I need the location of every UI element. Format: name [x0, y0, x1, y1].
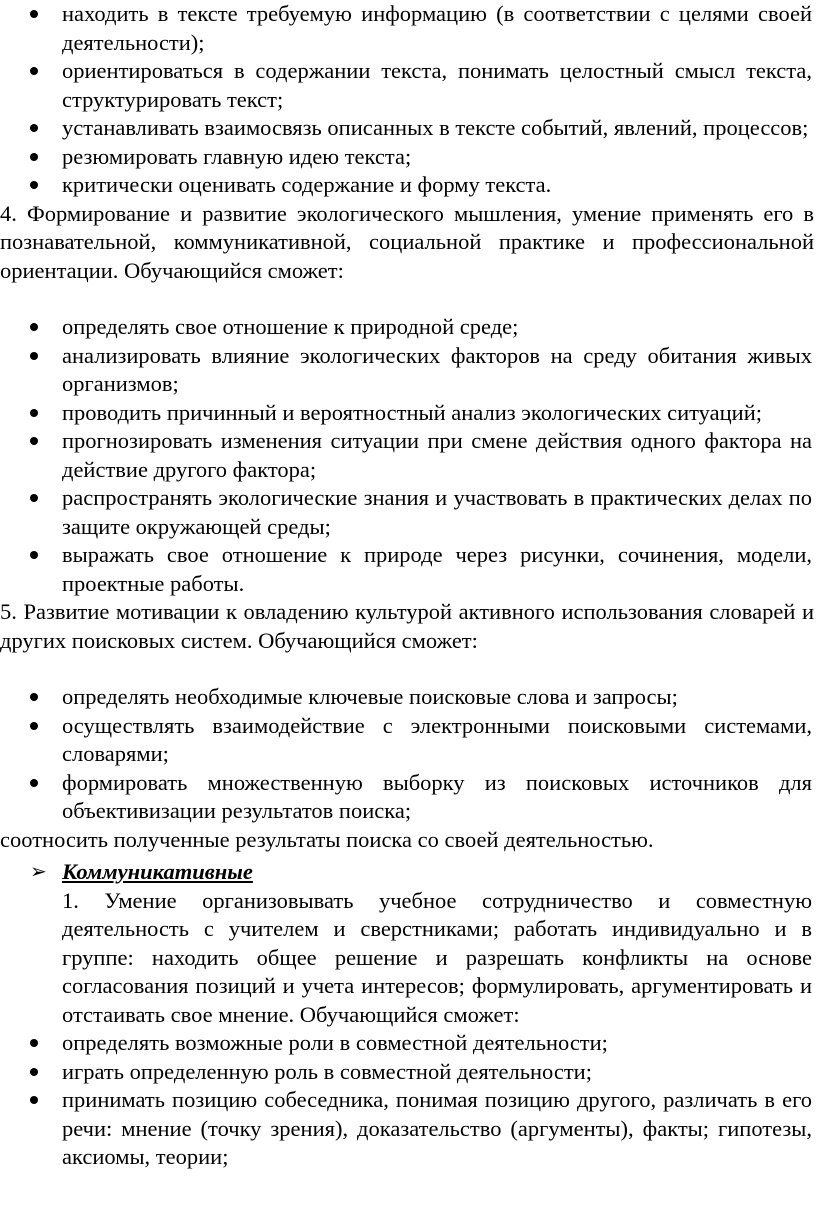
paragraph-cooperation: 1. Умение организовывать учебное сотрудничество и совместную деятельность с учителем и сверстниками; работать индивидуально и в группе: находить общее решение и разрешать конфликты на основе согласования позиций и учета интересов; формулировать, аргументировать и отстаивать свое мнение. Обучающийся сможет: — [62, 887, 812, 1027]
list-item: распространять экологические знания и участвовать в практических делах по защите окружающей среды; — [0, 484, 816, 541]
bullet-icon — [30, 779, 38, 787]
section-heading-communicative — [0, 858, 816, 887]
paragraph-search-results: соотносить полученные результаты поиска со своей деятельностью. — [0, 826, 654, 852]
bullet-icon — [30, 1096, 38, 1104]
list-item: анализировать влияние экологических факторов на среду обитания живых организмов; — [0, 342, 816, 399]
bullet-icon — [30, 153, 38, 161]
bullet-icon — [30, 67, 38, 75]
bullet-list-search — [0, 683, 816, 826]
list-item: находить в тексте требуемую информацию (в соответствии с целями своей деятельности); — [0, 0, 816, 57]
bullet-icon — [30, 1068, 38, 1076]
list-item: определять свое отношение к природной среде; — [0, 313, 816, 342]
bullet-icon — [30, 409, 38, 417]
arrow-bullet-icon: ➢ — [30, 861, 47, 883]
bullet-list-ecology — [0, 313, 816, 598]
bullet-icon — [30, 181, 38, 189]
list-item: определять необходимые ключевые поисковые слова и запросы; — [0, 683, 816, 712]
bullet-icon — [30, 1039, 38, 1047]
spacer — [0, 285, 816, 313]
list-item: резюмировать главную идею текста; — [0, 143, 816, 172]
bullet-icon — [30, 352, 38, 360]
bullet-icon — [30, 722, 38, 730]
section-title: Коммуникативные — [62, 859, 253, 884]
bullet-icon — [30, 437, 38, 445]
paragraph-search-motivation: 5. Развитие мотивации к овладению культурой активного использования словарей и других поисковых систем. Обучающийся сможет: — [0, 599, 814, 653]
list-item: принимать позицию собеседника, понимая позицию другого, различать в его речи: мнение (точку зрения), доказательство (аргументы), факты; гипотезы, аксиомы, теории; — [0, 1086, 816, 1172]
bullet-icon — [30, 551, 38, 559]
spacer — [0, 655, 816, 683]
bullet-icon — [30, 693, 38, 701]
bullet-list-communication — [0, 1029, 816, 1172]
bullet-list-text-skills — [0, 0, 816, 200]
bullet-icon — [30, 494, 38, 502]
bullet-icon — [30, 323, 38, 331]
bullet-icon — [30, 10, 38, 18]
list-item: формировать множественную выборку из поисковых источников для объективизации результатов поиска; — [0, 769, 816, 826]
list-item: играть определенную роль в совместной деятельности; — [0, 1058, 816, 1087]
list-item: осуществлять взаимодействие с электронными поисковыми системами, словарями; — [0, 712, 816, 769]
list-item: устанавливать взаимосвязь описанных в тексте событий, явлений, процессов; — [0, 114, 816, 143]
bullet-icon — [30, 124, 38, 132]
list-item: ориентироваться в содержании текста, понимать целостный смысл текста, структурировать текст; — [0, 57, 816, 114]
list-item: прогнозировать изменения ситуации при смене действия одного фактора на действие другого фактора; — [0, 427, 816, 484]
list-item: критически оценивать содержание и форму текста. — [0, 171, 816, 200]
list-item: определять возможные роли в совместной деятельности; — [0, 1029, 816, 1058]
paragraph-ecological-thinking: 4. Формирование и развитие экологического мышления, умение применять его в познавательной, коммуникативной, социальной практике и профессиональной ориентации. Обучающийся сможет: — [0, 200, 814, 283]
list-item: проводить причинный и вероятностный анализ экологических ситуаций; — [0, 399, 816, 428]
list-item: выражать свое отношение к природе через рисунки, сочинения, модели, проектные работы. — [0, 541, 816, 598]
